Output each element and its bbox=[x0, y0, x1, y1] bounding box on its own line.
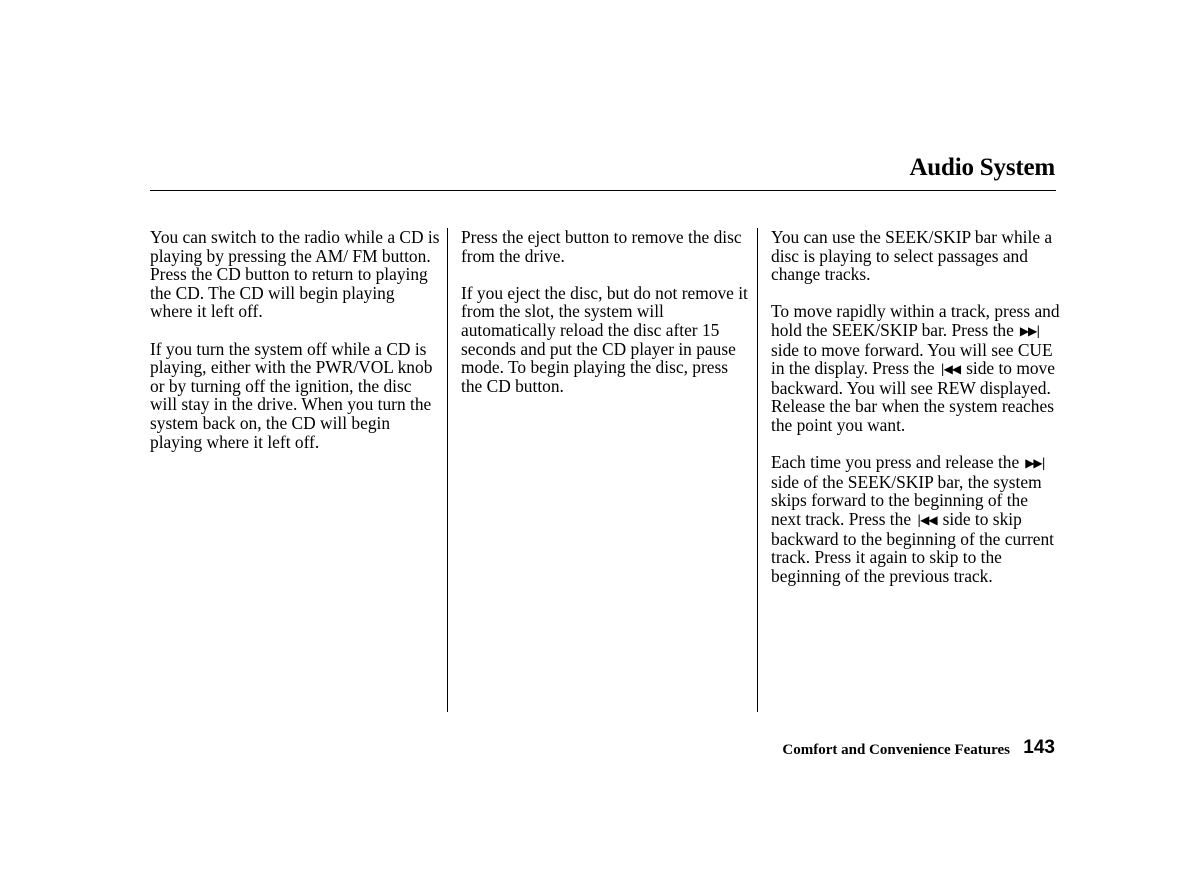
paragraph-eject: Press the eject button to remove the disc from the drive. bbox=[461, 227, 742, 266]
skip-backward-icon: |◀◀ bbox=[917, 512, 937, 527]
skip-forward-icon: ▶▶| bbox=[1025, 456, 1045, 471]
paragraph-auto-reload: If you eject the disc, but do not remove it from the slot, the system will automatically reload the disc after 15 seconds and put the CD player in pause mode. To begin playing the disc, press the CD button. bbox=[461, 282, 748, 396]
column-2 bbox=[461, 228, 751, 414]
skip-backward-icon: |◀◀ bbox=[940, 362, 961, 377]
page-title: Audio System bbox=[909, 154, 1055, 181]
text-segment: side of the SEEK/SKIP bar, the system skips forward to the beginning of the next track. Press the bbox=[771, 471, 1042, 529]
column-divider-1 bbox=[447, 228, 448, 712]
column-1 bbox=[150, 228, 440, 470]
paragraph-system-off: If you turn the system off while a CD is playing, either with the PWR/VOL knob or by turning off the ignition, the disc will stay in the drive. When you turn the system back on, the CD will begin playing where it left off. bbox=[150, 338, 433, 452]
page-number: 143 bbox=[1023, 737, 1055, 758]
skip-forward-icon: ▶▶| bbox=[1019, 323, 1040, 338]
text-segment: Each time you press and release the bbox=[771, 452, 1020, 473]
header-divider bbox=[150, 190, 1056, 191]
text-segment: side to skip backward to the beginning of the current track. Press it again to skip to the beginning of the previous track. bbox=[771, 508, 1054, 586]
text-segment: To move rapidly within a track, press and hold the SEEK/SKIP bar. Press the bbox=[771, 301, 1060, 340]
paragraph-skip-tracks bbox=[771, 453, 1061, 585]
text-segment: side to move forward. You will see CUE in the display. Press the bbox=[771, 339, 1053, 379]
paragraph-seek-skip: You can use the SEEK/SKIP bar while a disc is playing to select passages and change tracks. bbox=[771, 227, 1053, 285]
text-segment: side to move backward. You will see REW displayed. Release the bar when the system reaches the point you want. bbox=[771, 358, 1055, 435]
footer-section-title: Comfort and Convenience Features bbox=[782, 742, 1010, 758]
paragraph-radio-switch: You can switch to the radio while a CD is playing by pressing the AM/ FM button. Press the CD button to return to playing the CD. The CD will begin playing where it left off. bbox=[150, 227, 440, 322]
column-divider-2 bbox=[757, 228, 758, 712]
column-3 bbox=[771, 228, 1061, 604]
paragraph-rapid-move bbox=[771, 302, 1061, 434]
